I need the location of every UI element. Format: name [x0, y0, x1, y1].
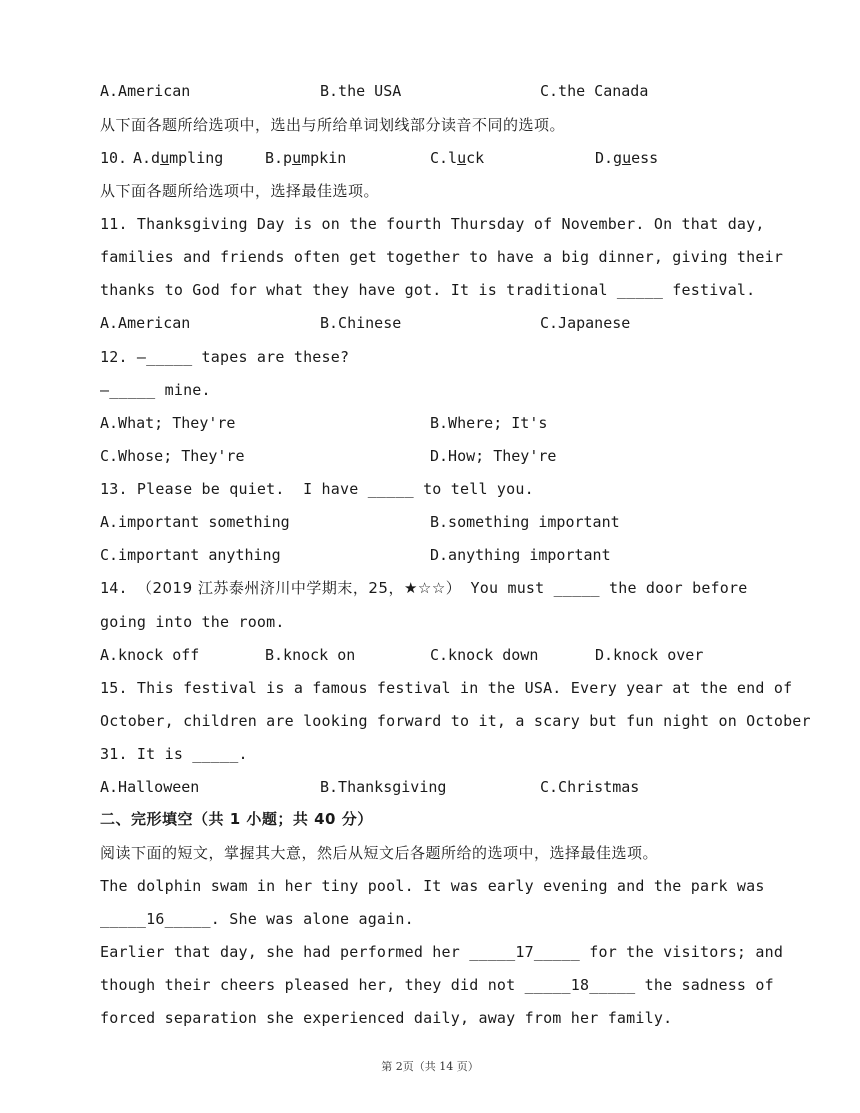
q10-option-c: C.luck	[430, 149, 485, 167]
q15-line-1: 15. This festival is a famous festival in the USA. Every year at the end of	[100, 679, 793, 697]
q10-option-d: D.guess	[595, 149, 659, 167]
q13-line-1: 13. Please be quiet. I have _____ to tell you.	[100, 480, 534, 498]
section-heading: 二、完形填空（共 1 小题；共 40 分）	[100, 810, 373, 828]
page-footer: 第 2页（共 14 页）	[381, 1060, 479, 1073]
q14-option-a: A.knock off	[100, 646, 200, 664]
q12-line-2: —_____ mine.	[100, 381, 211, 399]
q14-line-2: going into the room.	[100, 613, 285, 631]
q11-option-b: B.Chinese	[320, 314, 402, 332]
q13-option-c: C.important anything	[100, 546, 281, 564]
q12-option-b: B.Where; It's	[430, 414, 548, 432]
q12-option-a: A.What; They're	[100, 414, 236, 432]
q9-option-b: B.the USA	[320, 82, 402, 100]
q11-line-2: families and friends often get together to have a big dinner, giving their	[100, 248, 784, 266]
q13-option-a: A.important something	[100, 513, 290, 531]
q15-line-2: October, children are looking forward to it, a scary but fun night on October	[100, 712, 811, 730]
q14-source: （2019 江苏泰州济川中学期末，25，★☆☆）	[136, 579, 462, 597]
q12-option-d: D.How; They're	[430, 447, 557, 465]
passage-line-2: _____16_____. She was alone again.	[100, 910, 414, 928]
q15-option-a: A.Halloween	[100, 778, 200, 796]
q15-option-c: C.Christmas	[540, 778, 640, 796]
q14-option-b: B.knock on	[265, 646, 356, 664]
q10-option-a: A.dumpling	[133, 149, 224, 167]
passage-line-3: Earlier that day, she had performed her _____17_____ for the visitors; and	[100, 943, 784, 961]
q14-option-d: D.knock over	[595, 646, 704, 664]
q9-option-a: A.American	[100, 82, 191, 100]
q15-line-3: 31. It is _____.	[100, 745, 248, 763]
q10-option-b: B.pumpkin	[265, 149, 347, 167]
instruction-best-choice: 从下面各题所给选项中，选择最佳选项。	[100, 182, 380, 200]
q11-line-3: thanks to God for what they have got. It is traditional _____ festival.	[100, 281, 756, 299]
passage-line-5: forced separation she experienced daily, away from her family.	[100, 1009, 673, 1027]
q12-line-1: 12. —_____ tapes are these?	[100, 348, 350, 366]
q15-option-b: B.Thanksgiving	[320, 778, 447, 796]
q11-line-1: 11. Thanksgiving Day is on the fourth Thursday of November. On that day,	[100, 215, 765, 233]
q13-option-b: B.something important	[430, 513, 620, 531]
q12-option-c: C.Whose; They're	[100, 447, 245, 465]
q9-option-c: C.the Canada	[540, 82, 649, 100]
passage-line-1: The dolphin swam in her tiny pool. It was early evening and the park was	[100, 877, 765, 895]
q13-option-d: D.anything important	[430, 546, 611, 564]
section-instruction: 阅读下面的短文，掌握其大意，然后从短文后各题所给的选项中，选择最佳选项。	[100, 844, 659, 862]
passage-line-4: though their cheers pleased her, they did not _____18_____ the sadness of	[100, 976, 774, 994]
q14-line-1: 14. （2019 江苏泰州济川中学期末，25，★☆☆） You must _____ the door before	[100, 579, 748, 597]
q11-option-c: C.Japanese	[540, 314, 631, 332]
q10-number: 10.	[100, 149, 128, 167]
q14-option-c: C.knock down	[430, 646, 539, 664]
instruction-pronunciation: 从下面各题所给选项中，选出与所给单词划线部分读音不同的选项。	[100, 116, 566, 134]
q11-option-a: A.American	[100, 314, 191, 332]
